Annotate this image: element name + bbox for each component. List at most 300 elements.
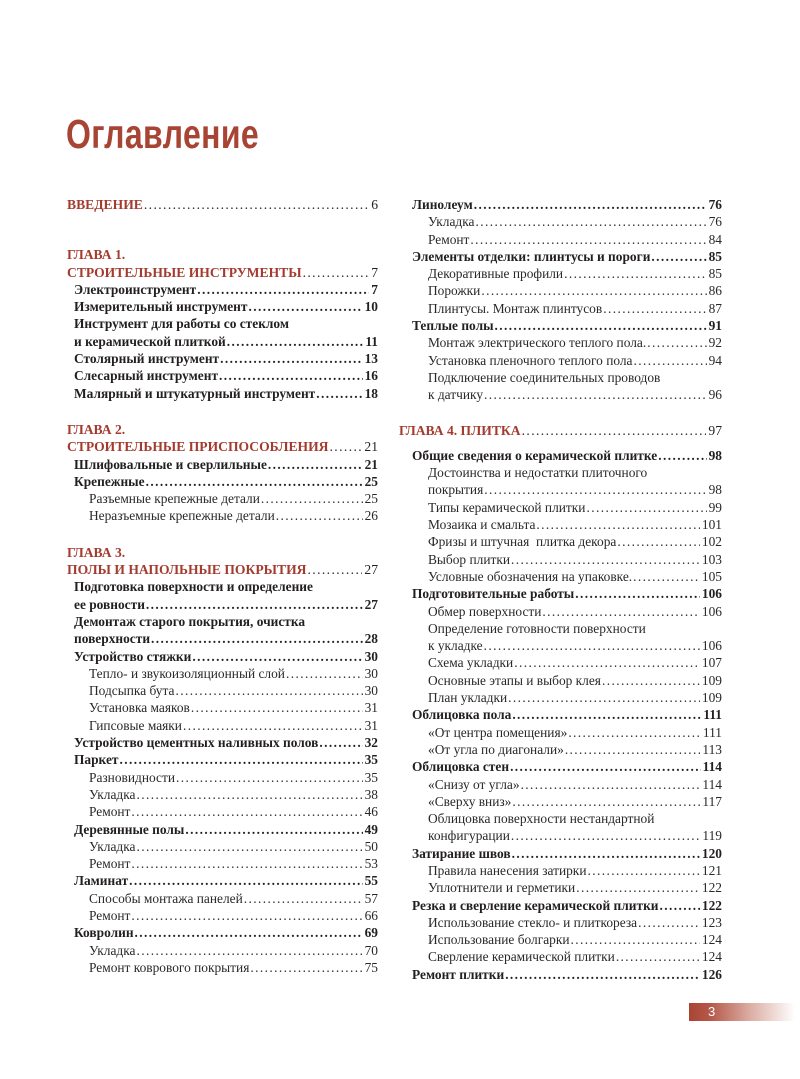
- leader-dots: [658, 447, 706, 464]
- leader-dots: [542, 603, 699, 620]
- toc-entry-page: 27: [364, 562, 378, 578]
- toc-entry-title: Слесарный инструмент: [74, 368, 219, 384]
- toc-entry-title: ГЛАВА 4. ПЛИТКА: [399, 422, 521, 438]
- toc-entry-title: Ремонт: [89, 907, 131, 923]
- toc-entry-page: 91: [708, 318, 722, 334]
- toc-subentry[interactable]: [412, 516, 722, 533]
- toc-subentry[interactable]: [412, 499, 722, 516]
- toc-entry-title: Крепежные: [74, 473, 145, 489]
- toc-subentry[interactable]: [412, 213, 722, 230]
- toc-entry-page: 7: [371, 281, 378, 297]
- leader-dots: [484, 637, 700, 654]
- leader-dots: [616, 948, 700, 965]
- toc-entry-page: 50: [364, 838, 378, 854]
- toc-subentry[interactable]: [67, 959, 378, 976]
- toc-entry-title: Установка маяков: [89, 700, 190, 716]
- toc-subentry[interactable]: [412, 386, 722, 403]
- leader-dots: [536, 516, 700, 533]
- toc-intro[interactable]: [67, 196, 378, 213]
- toc-entry-title: Подготовительные работы: [412, 586, 575, 602]
- toc-entry-page: 92: [708, 335, 722, 351]
- toc-entry-title: Установка пленочного теплого пола: [428, 352, 633, 368]
- leader-dots: [586, 499, 706, 516]
- toc-entry-title: План укладки: [428, 690, 508, 706]
- toc-subentry[interactable]: [67, 786, 378, 803]
- toc-entry[interactable]: [67, 298, 378, 315]
- toc-entry-page: 113: [702, 741, 722, 757]
- leader-dots: [197, 281, 369, 298]
- toc-entry-page: 124: [701, 932, 722, 948]
- toc-subentry[interactable]: [412, 654, 722, 671]
- leader-dots: [151, 630, 363, 647]
- leader-dots: [183, 717, 363, 734]
- toc-entry[interactable]: [412, 897, 722, 914]
- leader-dots: [303, 264, 370, 281]
- toc-entry-title: Ремонт: [89, 856, 131, 872]
- toc-entry-line[interactable]: Определение готовности поверхности: [428, 620, 646, 636]
- toc-entry-page: 123: [701, 914, 722, 930]
- toc-entry-line[interactable]: Демонтаж старого покрытия, очистка: [74, 613, 306, 629]
- toc-entry-title: Декоративные профили: [428, 266, 564, 282]
- toc-entry-page: 103: [701, 551, 722, 567]
- toc-entry-page: 30: [364, 665, 378, 681]
- leader-dots: [633, 568, 700, 585]
- toc-entry-page: 75: [364, 959, 378, 975]
- toc-subentry[interactable]: [412, 776, 722, 793]
- toc-entry-page: 109: [701, 672, 722, 688]
- toc-entry-page: 31: [364, 717, 378, 733]
- toc-entry[interactable]: [412, 758, 722, 775]
- leader-dots: [175, 682, 362, 699]
- leader-dots: [137, 942, 363, 959]
- toc-entry-page: 32: [364, 735, 378, 751]
- toc-entry-page: 114: [702, 759, 722, 775]
- toc-entry-page: 96: [708, 387, 722, 403]
- toc-subentry[interactable]: [67, 665, 378, 682]
- toc-entry-title: Ковролин: [74, 925, 134, 941]
- toc-entry-title: Затирание швов: [412, 845, 511, 861]
- toc-subentry[interactable]: [412, 948, 722, 965]
- toc-entry[interactable]: [67, 350, 378, 367]
- leader-dots: [220, 350, 362, 367]
- page-number: 3: [708, 1004, 716, 1019]
- toc-entry[interactable]: [67, 821, 378, 838]
- toc-entry-page: 28: [364, 631, 378, 647]
- toc-entry-page: 38: [364, 786, 378, 802]
- toc-entry-page: 85: [708, 248, 722, 264]
- leader-dots: [511, 551, 700, 568]
- toc-entry-title: Облицовка стен: [412, 759, 510, 775]
- toc-entry-title: к датчику: [428, 387, 484, 403]
- toc-entry-line[interactable]: Достоинства и недостатки плиточного: [428, 465, 648, 481]
- leader-dots: [634, 352, 707, 369]
- toc-subentry[interactable]: [412, 827, 722, 844]
- toc-entry-title: Измерительный инструмент: [74, 299, 248, 315]
- toc-subentry[interactable]: [412, 637, 722, 654]
- leader-dots: [144, 196, 369, 213]
- toc-column-left: [67, 196, 378, 976]
- toc-entry-title: Выбор плитки: [428, 551, 511, 567]
- toc-entry-page: 30: [364, 683, 378, 699]
- toc-entry-title: Мозаика и смальта: [428, 517, 536, 533]
- toc-entry-page: 98: [708, 482, 722, 498]
- toc-entry[interactable]: [67, 630, 378, 647]
- toc-entry-page: 26: [364, 508, 378, 524]
- toc-entry[interactable]: [67, 872, 378, 889]
- leader-dots: [129, 872, 362, 889]
- toc-entry-page: 120: [701, 845, 722, 861]
- toc-entry-page: 98: [708, 447, 722, 463]
- toc-entry-page: 114: [702, 776, 722, 792]
- toc-entry-page: 121: [701, 862, 722, 878]
- leader-dots: [330, 438, 363, 455]
- leader-dots: [512, 706, 701, 723]
- toc-subentry[interactable]: [412, 231, 722, 248]
- toc-entry-page: 16: [364, 368, 378, 384]
- toc-entry-title: Столярный инструмент: [74, 351, 220, 367]
- toc-entry-title: Уплотнители и герметики: [428, 880, 576, 896]
- toc-entry-line[interactable]: Инструмент для работы со стеклом: [74, 316, 289, 332]
- leader-dots: [510, 758, 701, 775]
- toc-entry-line[interactable]: Облицовка поверхности нестандартной: [428, 811, 655, 827]
- toc-entry-title: Ламинат: [74, 873, 129, 889]
- toc-entry-page: 105: [701, 568, 722, 584]
- toc-entry[interactable]: [412, 845, 722, 862]
- toc-entry-page: 10: [364, 299, 378, 315]
- toc-entry-page: 27: [364, 596, 378, 612]
- toc-subentry[interactable]: [412, 265, 722, 282]
- leader-dots: [131, 855, 362, 872]
- leader-dots: [512, 845, 700, 862]
- toc-entry-page: 7: [371, 264, 378, 280]
- leader-dots: [146, 473, 363, 490]
- toc-column-right: [399, 196, 722, 983]
- leader-dots: [512, 793, 700, 810]
- toc-entry[interactable]: [412, 706, 722, 723]
- leader-dots: [508, 689, 700, 706]
- leader-dots: [514, 654, 700, 671]
- toc-entry-page: 49: [364, 821, 378, 837]
- toc-entry[interactable]: [412, 196, 722, 213]
- leader-dots: [135, 924, 363, 941]
- toc-entry-page: 111: [702, 724, 722, 740]
- toc-entry[interactable]: [67, 333, 378, 350]
- toc-entry[interactable]: [67, 751, 378, 768]
- toc-entry-page: 76: [708, 197, 722, 212]
- toc-entry-title: СТРОИТЕЛЬНЫЕ ПРИСПОСОБЛЕНИЯ: [67, 439, 329, 455]
- toc-entry-page: 94: [708, 352, 722, 368]
- toc-subentry[interactable]: [412, 914, 722, 931]
- toc-entry-title: Схема укладки: [428, 655, 514, 671]
- toc-entry-title: ПОЛЫ И НАПОЛЬНЫЕ ПОКРЫТИЯ: [67, 562, 307, 578]
- toc-entry-title: СТРОИТЕЛЬНЫЕ ИНСТРУМЕНТЫ: [67, 264, 302, 280]
- leader-dots: [137, 786, 363, 803]
- toc-subentry[interactable]: [67, 507, 378, 524]
- toc-subentry[interactable]: [412, 603, 722, 620]
- toc-entry-title: Тепло- и звукоизоляционный слой: [89, 665, 285, 681]
- toc-entry-title: Укладка: [89, 838, 136, 854]
- toc-entry-title: Общие сведения о керамической плитке: [412, 447, 658, 463]
- toc-entry-line[interactable]: Подготовка поверхности и определение: [74, 579, 313, 595]
- toc-entry-page: 119: [702, 828, 722, 844]
- toc-entry-page: 66: [364, 907, 378, 923]
- toc-subentry[interactable]: [412, 282, 722, 299]
- toc-entry-page: 106: [701, 638, 722, 654]
- toc-entry-title: Элементы отделки: плинтусы и пороги: [412, 248, 651, 264]
- leader-dots: [261, 490, 363, 507]
- toc-entry-page: 87: [708, 300, 722, 316]
- toc-entry-page: 31: [364, 700, 378, 716]
- toc-chapter[interactable]: [399, 422, 722, 439]
- leader-dots: [575, 585, 700, 602]
- toc-entry-title: конфигурации: [428, 828, 510, 844]
- toc-subentry[interactable]: [67, 907, 378, 924]
- toc-entry-title: Укладка: [89, 942, 136, 958]
- toc-entry-title: поверхности: [74, 631, 151, 647]
- toc-subentry[interactable]: [412, 741, 722, 758]
- leader-dots: [476, 213, 707, 230]
- toc-entry-page: 102: [701, 534, 722, 550]
- leader-dots: [137, 838, 363, 855]
- toc-entry-title: Разъемные крепежные детали: [89, 491, 260, 507]
- toc-entry-title: ее ровности: [74, 596, 145, 612]
- leader-dots: [660, 897, 700, 914]
- toc-entry-page: 97: [708, 422, 722, 438]
- leader-dots: [244, 890, 363, 907]
- toc-entry-title: Основные этапы и выбор клея: [428, 672, 601, 688]
- toc-entry-page: 21: [364, 439, 378, 455]
- toc-subentry[interactable]: [412, 724, 722, 741]
- toc-entry-title: Малярный и штукатурный инструмент: [74, 385, 316, 401]
- toc-entry-title: Обмер поверхности: [428, 603, 542, 619]
- leader-dots: [131, 907, 362, 924]
- toc-entry-page: 107: [701, 655, 722, 671]
- toc-entry-page: 25: [364, 491, 378, 507]
- toc-subentry[interactable]: [412, 879, 722, 896]
- toc-entry[interactable]: [67, 385, 378, 402]
- leader-dots: [602, 672, 700, 689]
- toc-entry[interactable]: [67, 924, 378, 941]
- toc-subentry[interactable]: [412, 931, 722, 948]
- toc-entry[interactable]: [67, 648, 378, 665]
- toc-entry-title: Плинтусы. Монтаж плинтусов: [428, 300, 603, 316]
- leader-dots: [131, 803, 362, 820]
- toc-entry-page: 25: [364, 473, 378, 489]
- leader-dots: [484, 386, 707, 403]
- toc-entry-title: Ремонт: [89, 804, 131, 820]
- leader-dots: [571, 931, 700, 948]
- toc-entry[interactable]: [412, 447, 722, 464]
- leader-dots: [565, 741, 701, 758]
- page-number-badge: [689, 1003, 795, 1021]
- toc-entry-title: Порожки: [428, 283, 481, 299]
- toc-entry-title: Подсыпка бута: [89, 683, 175, 699]
- toc-entry-page: 55: [364, 873, 378, 889]
- toc-entry[interactable]: [67, 456, 378, 473]
- leader-dots: [511, 827, 701, 844]
- leader-dots: [647, 334, 706, 351]
- toc-entry-page: 76: [708, 214, 722, 230]
- toc-entry-title: Способы монтажа панелей: [89, 890, 243, 906]
- toc-entry-page: 117: [702, 793, 722, 809]
- chapter-label: ГЛАВА 2.: [67, 421, 126, 437]
- toc-entry-title: Паркет: [74, 752, 119, 768]
- toc-entry[interactable]: [67, 596, 378, 613]
- leader-dots: [307, 561, 362, 578]
- toc-entry-title: Ремонт коврового покрытия: [89, 959, 250, 975]
- leader-dots: [521, 776, 701, 793]
- leader-dots: [185, 821, 362, 838]
- toc-entry[interactable]: [412, 585, 722, 602]
- leader-dots: [286, 665, 363, 682]
- toc-subentry[interactable]: [67, 769, 378, 786]
- toc-entry-page: 57: [364, 890, 378, 906]
- toc-entry-title: Линолеум: [412, 197, 473, 212]
- toc-entry-title: Правила нанесения затирки: [428, 862, 587, 878]
- toc-subentry[interactable]: [412, 300, 722, 317]
- toc-entry-page: 122: [701, 897, 722, 913]
- toc-chapter[interactable]: [67, 438, 378, 455]
- leader-dots: [176, 769, 363, 786]
- toc-chapter[interactable]: [67, 561, 378, 578]
- toc-entry-page: 84: [708, 231, 722, 247]
- toc-entry-page: 122: [701, 880, 722, 896]
- leader-dots: [219, 367, 363, 384]
- leader-dots: [146, 596, 363, 613]
- toc-subentry[interactable]: [412, 352, 722, 369]
- leader-dots: [319, 734, 362, 751]
- toc-entry-title: «Снизу от угла»: [428, 776, 520, 792]
- toc-entry[interactable]: [412, 966, 722, 983]
- toc-entry-title: Фризы и штучная плитка декора: [428, 534, 617, 550]
- toc-subentry[interactable]: [412, 568, 722, 585]
- leader-dots: [603, 300, 706, 317]
- toc-subentry[interactable]: [67, 838, 378, 855]
- toc-entry-title: Разновидности: [89, 769, 175, 785]
- toc-subentry[interactable]: [412, 689, 722, 706]
- page-title: Оглавление: [66, 111, 260, 157]
- leader-dots: [495, 317, 707, 334]
- toc-subentry[interactable]: [412, 862, 722, 879]
- toc-subentry[interactable]: [67, 717, 378, 734]
- toc-subentry[interactable]: [67, 803, 378, 820]
- toc-entry-page: 11: [365, 333, 378, 349]
- leader-dots: [268, 456, 363, 473]
- toc-entry-page: 101: [701, 517, 722, 533]
- leader-dots: [227, 333, 364, 350]
- leader-dots: [481, 282, 706, 299]
- toc-entry-line[interactable]: Подключение соединительных проводов: [428, 369, 661, 385]
- toc-entry-page: 30: [364, 648, 378, 664]
- toc-entry-page: 46: [364, 804, 378, 820]
- toc-subentry[interactable]: [67, 699, 378, 716]
- toc-entry-page: 86: [708, 283, 722, 299]
- toc-subentry[interactable]: [67, 682, 378, 699]
- toc-entry[interactable]: [67, 281, 378, 298]
- toc-entry-title: Резка и сверление керамической плитки: [412, 897, 659, 913]
- toc-entry[interactable]: [67, 473, 378, 490]
- toc-entry-title: Неразъемные крепежные детали: [89, 508, 275, 524]
- toc-entry-title: Облицовка пола: [412, 707, 512, 723]
- toc-subentry[interactable]: [67, 490, 378, 507]
- toc-subentry[interactable]: [412, 533, 722, 550]
- toc-entry-page: 99: [708, 499, 722, 515]
- toc-entry[interactable]: [412, 248, 722, 265]
- toc-entry-title: Ремонт плитки: [412, 966, 505, 982]
- toc-entry-page: 53: [364, 856, 378, 872]
- toc-entry-page: 109: [701, 690, 722, 706]
- toc-entry-page: 70: [364, 942, 378, 958]
- leader-dots: [484, 481, 706, 498]
- toc-entry-title: «От угла по диагонали»: [428, 741, 564, 757]
- toc-entry-page: 106: [701, 603, 722, 619]
- toc-entry-title: «От центра помещения»: [428, 724, 568, 740]
- leader-dots: [191, 699, 363, 716]
- toc-subentry[interactable]: [67, 890, 378, 907]
- leader-dots: [587, 862, 699, 879]
- toc-subentry[interactable]: [67, 942, 378, 959]
- leader-dots: [250, 959, 362, 976]
- leader-dots: [248, 298, 362, 315]
- toc-subentry[interactable]: [67, 855, 378, 872]
- toc-subentry[interactable]: [412, 672, 722, 689]
- toc-entry-title: Условные обозначения на упаковке.: [428, 568, 633, 584]
- toc-entry-title: Использование болгарки: [428, 932, 570, 948]
- toc-entry-title: «Сверху вниз»: [428, 793, 512, 809]
- toc-entry-page: 124: [701, 949, 722, 965]
- toc-subentry[interactable]: [412, 481, 722, 498]
- toc-entry-title: Ремонт: [428, 231, 470, 247]
- leader-dots: [470, 231, 706, 248]
- leader-dots: [119, 751, 362, 768]
- toc-entry-title: Использование стекло- и плиткореза: [428, 914, 638, 930]
- leader-dots: [316, 385, 362, 402]
- toc-entry-page: 21: [364, 456, 378, 472]
- toc-entry-title: и керамической плиткой: [74, 333, 226, 349]
- leader-dots: [522, 422, 707, 439]
- toc-entry[interactable]: [412, 317, 722, 334]
- toc-entry-title: Шлифовальные и сверлильные: [74, 456, 267, 472]
- toc-entry-page: 35: [364, 769, 378, 785]
- toc-entry-title: ВВЕДЕНИЕ: [67, 197, 143, 212]
- leader-dots: [474, 196, 707, 213]
- toc-entry-page: 126: [701, 966, 722, 982]
- toc-subentry[interactable]: [412, 793, 722, 810]
- chapter-label: ГЛАВА 3.: [67, 544, 126, 560]
- toc-chapter[interactable]: [67, 264, 378, 281]
- leader-dots: [651, 248, 706, 265]
- toc-entry-page: 35: [364, 752, 378, 768]
- toc-entry-title: Гипсовые маяки: [89, 717, 182, 733]
- leader-dots: [617, 533, 700, 550]
- toc-entry-page: 106: [701, 586, 722, 602]
- leader-dots: [638, 914, 700, 931]
- toc-entry-title: Электроинструмент: [74, 281, 197, 297]
- toc-entry-title: Деревянные полы: [74, 821, 185, 837]
- toc-entry-title: Укладка: [89, 786, 136, 802]
- toc-entry-title: покрытия: [428, 482, 484, 498]
- toc-entry[interactable]: [67, 367, 378, 384]
- toc-entry-page: 18: [364, 385, 378, 401]
- toc-subentry[interactable]: [412, 334, 722, 351]
- toc-entry-title: Теплые полы: [412, 318, 494, 334]
- toc-entry[interactable]: [67, 734, 378, 751]
- chapter-label: ГЛАВА 1.: [67, 247, 126, 263]
- toc-subentry[interactable]: [412, 551, 722, 568]
- leader-dots: [276, 507, 363, 524]
- toc-entry-title: к укладке: [428, 638, 483, 654]
- toc-entry-title: Устройство стяжки: [74, 648, 192, 664]
